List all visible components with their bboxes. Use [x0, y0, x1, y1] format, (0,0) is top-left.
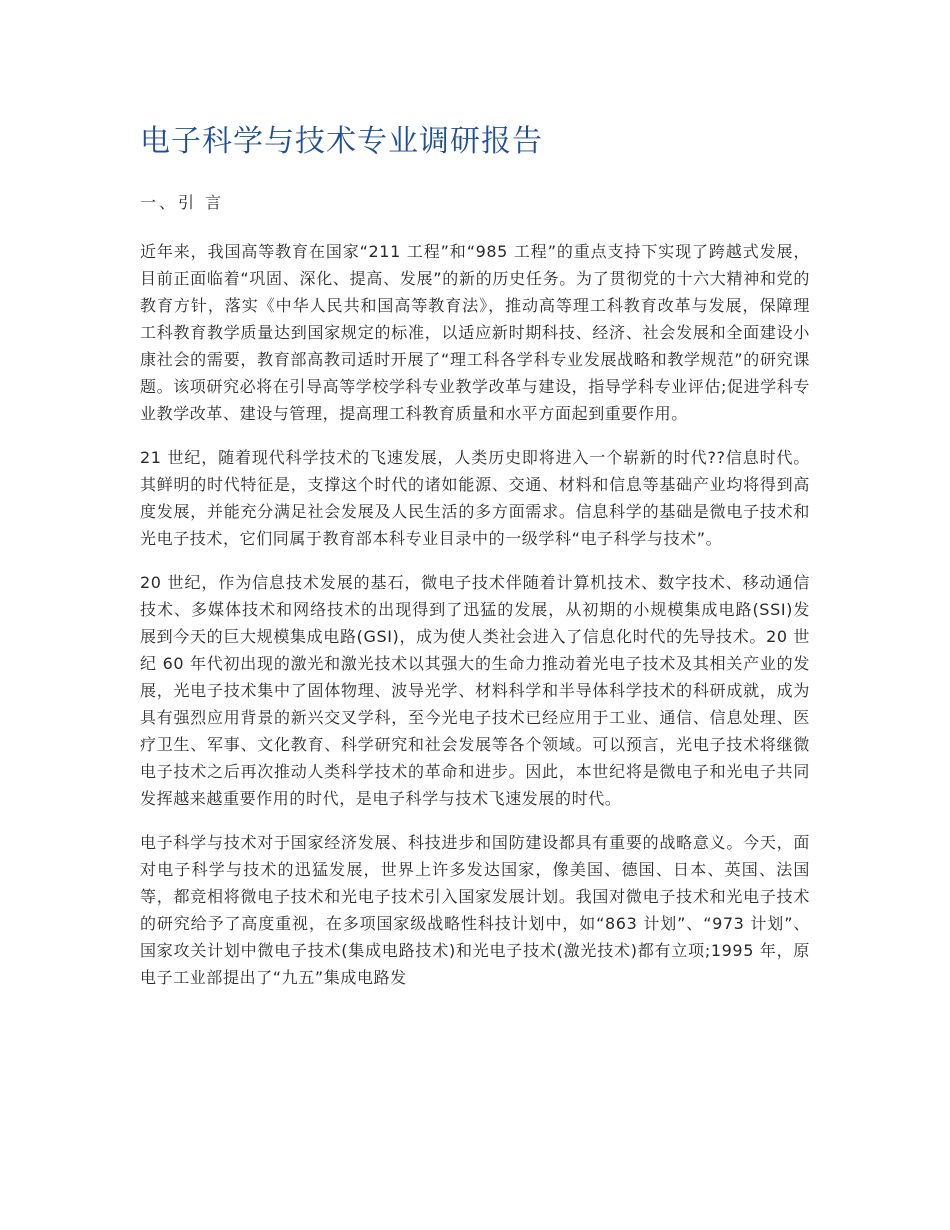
document-page [140, 120, 810, 1008]
paragraph-2: 21 世纪，随着现代科学技术的飞速发展，人类历史即将进入一个崭新的时代??信息时代。其鲜明的时代特征是，支撑这个时代的诸如能源、交通、材料和信息等基础产业均将得到高度发展，并能充分满足社会发展及人民生活的多方面需求。信息科学的基础是微电子技术和光电子技术，它们同属于教育部本科专业目录中的一级学科“电子科学与技术”。 [140, 448, 810, 548]
paragraph-3: 20 世纪，作为信息技术发展的基石，微电子技术伴随着计算机技术、数字技术、移动通信技术、多媒体技术和网络技术的出现得到了迅猛的发展，从初期的小规模集成电路(SSI)发展到今天的巨大规模集成电路(GSI)，成为使人类社会进入了信息化时代的先导技术。20 世纪 60 年代初出现的激光和激光技术以其强大的生命力推动着光电子技术及其相关产业的发展，光电子技术集中了固体物理、波导光学、材料科学和半导体科学技术的科研成就，成为具有强烈应用背景的新兴交叉学科，至今光电子技术已经应用于工业、通信、信息处理、医疗卫生、军事、文化教育、科学研究和社会发展等各个领域。可以预言，光电子技术将继微电子技术之后再次推动人类科学技术的革命和进步。因此，本世纪将是微电子和光电子共同发挥越来越重要作用的时代，是电子科学与技术飞速发展的时代。 [140, 573, 810, 808]
section-heading-introduction: 一、引 言 [140, 193, 225, 212]
paragraph-1: 近年来，我国高等教育在国家“211 工程”和“985 工程”的重点支持下实现了跨越式发展，目前正面临着“巩固、深化、提高、发展”的新的历史任务。为了贯彻党的十六大精神和党的教育方针，落实《中华人民共和国高等教育法》，推动高等理工科教育改革与发展，保障理工科教育教学质量达到国家规定的标准，以适应新时期科技、经济、社会发展和全面建设小康社会的需要，教育部高教司适时开展了“理工科各学科专业发展战略和教学规范”的研究课题。该项研究必将在引导高等学校学科专业教学改革与建设，指导学科专业评估;促进学科专业教学改革、建设与管理，提高理工科教育质量和水平方面起到重要作用。 [140, 242, 810, 423]
paragraph-4: 电子科学与技术对于国家经济发展、科技进步和国防建设都具有重要的战略意义。今天，面对电子科学与技术的迅猛发展，世界上许多发达国家，像美国、德国、日本、英国、法国等，都竞相将微电子技术和光电子技术引入国家发展计划。我国对微电子技术和光电子技术的研究给予了高度重视，在多项国家级战略性科技计划中，如“863 计划”、“973 计划”、国家攻关计划中微电子技术(集成电路技术)和光电子技术(激光技术)都有立项;1995 年，原电子工业部提出了“九五”集成电路发 [140, 833, 810, 987]
document-title: 电子科学与技术专业调研报告 [140, 124, 543, 159]
